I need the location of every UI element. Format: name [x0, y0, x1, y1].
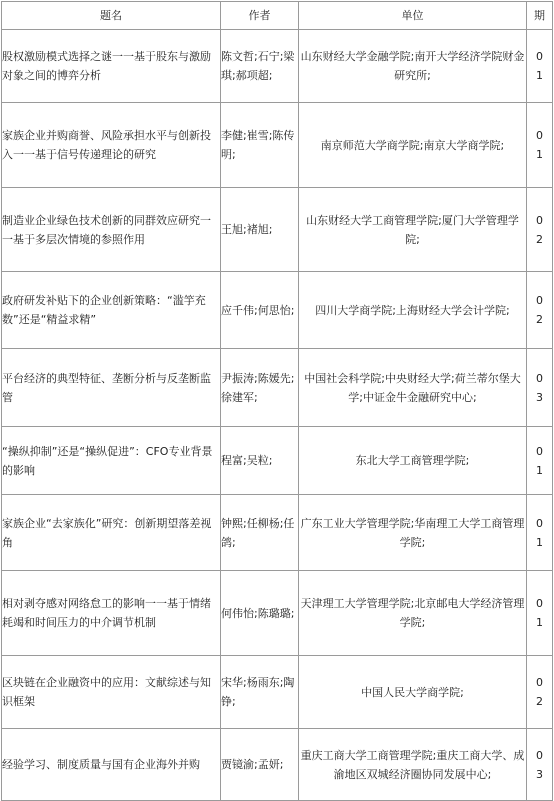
author-cell: 尹振涛;陈媛先;徐建军; [221, 349, 299, 427]
issue-cell [527, 188, 553, 272]
table-row [2, 656, 553, 729]
header-row [2, 2, 553, 30]
table-row [2, 103, 553, 188]
unit-cell: 广东工业大学管理学院;华南理工大学工商管理学院; [299, 495, 527, 571]
header-author: 作者 [221, 2, 299, 30]
title-cell: 家族企业并购商誉、风险承担水平与创新投入一一基于信号传递理论的研究 [2, 103, 221, 188]
header-unit: 单位 [299, 2, 527, 30]
issue-value: 03 [536, 371, 543, 404]
title-cell: 经验学习、制度质量与国有企业海外并购 [2, 729, 221, 801]
header-title: 题名 [2, 2, 221, 30]
title-cell: 股权激励模式选择之谜一一基于股东与激励对象之间的博弈分析 [2, 30, 221, 103]
table-row [2, 571, 553, 656]
title-cell: 平台经济的典型特征、垄断分析与反垄断监管 [2, 349, 221, 427]
table-row [2, 30, 553, 103]
issue-value: 03 [536, 748, 543, 781]
author-cell: 应千伟;何思怡; [221, 272, 299, 349]
issue-value: 01 [536, 597, 543, 629]
author-cell: 李健;崔雪;陈传明; [221, 103, 299, 188]
issue-value: 01 [536, 129, 543, 161]
unit-cell: 山东财经大学金融学院;南开大学经济学院财金研究所; [299, 30, 527, 103]
issue-cell [527, 30, 553, 103]
author-cell: 贾镜渝;孟妍; [221, 729, 299, 801]
author-cell: 何伟怡;陈璐璐; [221, 571, 299, 656]
issue-value: 01 [536, 50, 543, 82]
unit-cell: 天津理工大学管理学院;北京邮电大学经济管理学院; [299, 571, 527, 656]
title-cell: 相对剥夺感对网络怠工的影响一一基于情绪耗竭和时间压力的中介调节机制 [2, 571, 221, 656]
issue-value: 02 [536, 213, 543, 246]
issue-cell [527, 272, 553, 349]
unit-cell: 中国人民大学商学院; [299, 656, 527, 729]
issue-value: 01 [536, 444, 543, 477]
issue-value: 02 [536, 676, 543, 708]
unit-cell: 中国社会科学院;中央财经大学;荷兰蒂尔堡大学;中证金牛金融研究中心; [299, 349, 527, 427]
table-row [2, 272, 553, 349]
issue-cell [527, 729, 553, 801]
issue-cell [527, 349, 553, 427]
title-cell: 家族企业“去家族化”研究：创新期望落差视角 [2, 495, 221, 571]
issue-cell [527, 656, 553, 729]
author-cell: 王旭;褚旭; [221, 188, 299, 272]
issue-cell [527, 495, 553, 571]
title-cell: “操纵抑制”还是“操纵促进”：CFO专业背景的影响 [2, 427, 221, 495]
table-row [2, 495, 553, 571]
article-table [1, 1, 553, 801]
issue-cell [527, 571, 553, 656]
issue-cell [527, 103, 553, 188]
table-row [2, 349, 553, 427]
table-row [2, 188, 553, 272]
unit-cell: 四川大学商学院;上海财经大学会计学院; [299, 272, 527, 349]
table-row [2, 427, 553, 495]
header-issue: 期 [527, 2, 553, 30]
unit-cell: 东北大学工商管理学院; [299, 427, 527, 495]
table-row [2, 729, 553, 801]
unit-cell: 重庆工商大学工商管理学院;重庆工商大学、成渝地区双城经济圈协同发展中心; [299, 729, 527, 801]
issue-cell [527, 427, 553, 495]
title-cell: 政府研发补贴下的企业创新策略：“滥竽充数”还是“精益求精” [2, 272, 221, 349]
title-cell: 区块链在企业融资中的应用：文献综述与知识框架 [2, 656, 221, 729]
title-cell: 制造业企业绿色技术创新的同群效应研究一一基于多层次情境的参照作用 [2, 188, 221, 272]
author-cell: 钟熙;任柳杨;任鸽; [221, 495, 299, 571]
issue-value: 01 [536, 516, 543, 549]
author-cell: 陈文哲;石宁;梁琪;郝项超; [221, 30, 299, 103]
author-cell: 宋华;杨雨东;陶铮; [221, 656, 299, 729]
author-cell: 程富;吴粒; [221, 427, 299, 495]
unit-cell: 山东财经大学工商管理学院;厦门大学管理学院; [299, 188, 527, 272]
unit-cell: 南京师范大学商学院;南京大学商学院; [299, 103, 527, 188]
issue-value: 02 [536, 294, 543, 326]
